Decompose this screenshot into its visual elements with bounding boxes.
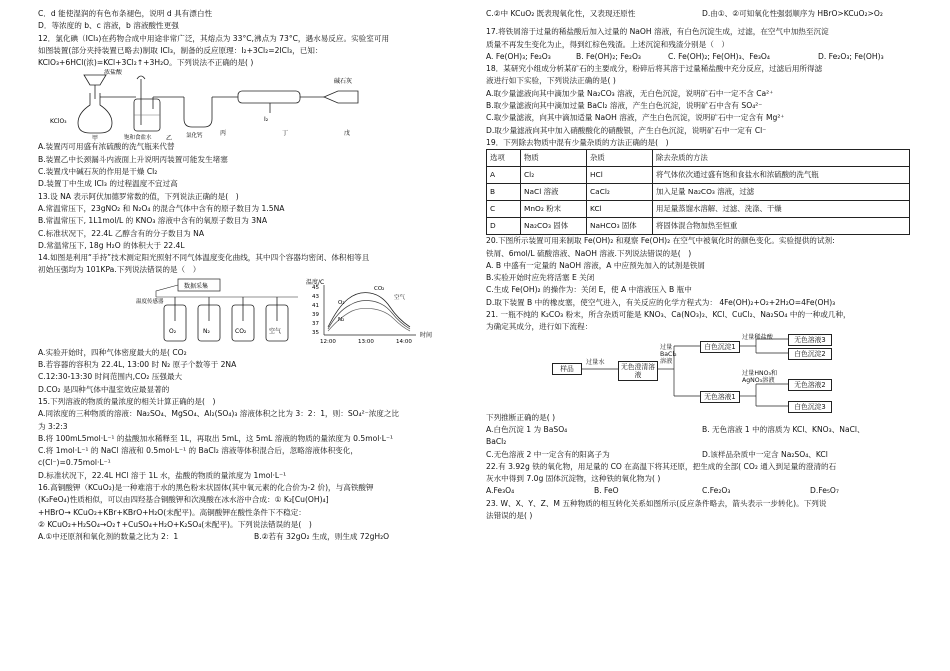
table-header-cell: 选项 [487, 150, 521, 167]
text-line: BaCl₂ [486, 437, 507, 447]
label-collector: 数据采集 [184, 282, 209, 290]
flow-label-hcl: 过量稀盐酸 [742, 333, 773, 341]
label-n2: N₂ [203, 327, 210, 335]
flow-sol1: 无色溶液1 [700, 391, 740, 403]
table-cell: 将固体混合物加热至恒重 [653, 218, 910, 235]
q14-option-a: A.实验开始时，四种气体密度最大的是( CO₂ [38, 347, 187, 357]
q14-experiment-figure [38, 277, 470, 347]
flow-clear-solution: 无色澄清溶液 [618, 361, 658, 381]
table-header-cell: 物质 [521, 150, 587, 167]
label-co2: CO₂ [235, 327, 247, 335]
label-jia: 甲 [92, 135, 99, 142]
chart-xlabel: 时间 [420, 331, 433, 339]
table-cell: HCl [587, 167, 653, 184]
label-conc-hcl: 浓盐酸 [104, 69, 123, 77]
text-line: 质量不再发生变化为止，得到红棕色残渣。上述沉淀和残渣分别是（ ） [486, 39, 729, 49]
q20-option-a: A. B 中盛有一定量的 NaOH 溶液，A 中应预先加入的试剂是铁屑 [486, 260, 706, 270]
q16-options-ab [38, 531, 470, 543]
q13-option-d: D.常温常压下, 18g H₂O 的体积大于 22.4L [38, 240, 185, 250]
legend-co2: CO₂ [374, 285, 385, 292]
chart-ylabel: 温度/C [306, 278, 325, 286]
table-row [487, 184, 910, 201]
table-header-row [487, 150, 910, 167]
y-tick-label: 43 [312, 293, 319, 300]
text-line: C．d 能使湿润的有色布条褪色，说明 d 具有漂白性 [38, 9, 213, 18]
question-21: 21. 一瓶不纯的 K₂CO₃ 粉末，所含杂质可能是 KNO₃、Ca(NO₃)₂、KCl、CuCl₂、Na₂SO₄ 中的一种或几种， [486, 310, 851, 320]
left-column [38, 8, 470, 544]
q14-option-c: C.12:30-13:30 时间范围内,CO₂ 压强最大 [38, 372, 183, 382]
y-tick-label: 41 [312, 302, 319, 309]
q17-option-a: A. Fe(OH)₃; Fe₂O₃ [486, 51, 551, 61]
question-16: 16.高铜酸钾（KCuO₂)是一种难溶于水的黑色粉末状固体(其中氧元素的化合价为-2 价)，与高铁酸钾 [38, 483, 374, 493]
label-sensor: 温度传感器 [136, 298, 164, 305]
text-line: c(Cl⁻)=0.75mol·L⁻¹ [38, 458, 111, 468]
q18-option-c: C.取少量滤液，向其中滴加适量 NaOH 溶液，产生白色沉淀，说明矿石中一定含有 Mg²⁺ [486, 113, 785, 123]
table-cell: KCl [587, 201, 653, 218]
table-cell: Cl₂ [521, 167, 587, 184]
y-tick-label: 35 [312, 329, 319, 336]
q21-option-c: C.无色溶液 2 中一定含有的阳离子为 [486, 449, 610, 459]
label-i2: I₂ [264, 116, 269, 124]
table-cell: B [487, 184, 521, 201]
text-line: (K₂FeO₄)性质相似，可以由四羟基合铜酸钾和次溴酸在冰水浴中合成：① K₂[Cu(OH)₄] [38, 495, 329, 505]
q12-option-b: B.装置乙中长颈漏斗内液面上升说明丙装置可能发生堵塞 [38, 154, 228, 164]
q22-option-a: A.Fe₃O₄ [486, 486, 515, 496]
q17-option-c: C. Fe(OH)₂; Fe(OH)₃、Fe₃O₄ [668, 51, 770, 61]
text-line: 液进行如下实验，下列说法正确的是( ) [486, 76, 616, 86]
flow-ppt2: 白色沉淀2 [788, 348, 832, 360]
label-yi: 乙 [166, 135, 173, 142]
q22-options [486, 485, 918, 497]
q16-options-cd [486, 8, 918, 20]
text-line: 为确定其成分，进行如下流程： [486, 322, 593, 332]
table-cell: NaHCO₃ 固体 [587, 218, 653, 235]
legend-air: 空气 [394, 294, 406, 301]
table-cell: D [487, 218, 521, 235]
text-line: KClO₃+6HCl(浓)=KCl+3Cl₂↑+3H₂O。下列说法不正确的是( ) [38, 58, 254, 68]
label-kclo3: KClO₃ [50, 118, 67, 126]
table-header-cell: 除去杂质的方法 [653, 150, 910, 167]
flow-label-bacl2: 过量BaCl₂溶液 [660, 343, 677, 365]
x-tick-label: 14:00 [396, 338, 412, 345]
x-tick-label: 12:00 [320, 338, 336, 345]
text-line: 为 3:2:3 [38, 421, 68, 431]
q21-flowchart [486, 334, 918, 412]
y-tick-label: 39 [312, 311, 319, 318]
q19-table [486, 149, 910, 235]
q14-option-b: B.若容器的容积为 22.4L, 13:00 时 N₂ 原子个数等于 2NA [38, 360, 237, 370]
table-cell: C [487, 201, 521, 218]
flow-ppt1: 白色沉淀1 [700, 341, 740, 353]
q13-option-b: B.常温常压下, 1L1mol/L 的 KNO₃ 溶液中含有的氧原子数目为 3NA [38, 216, 268, 226]
q21-option-b: B. 无色溶液 1 中的溶质为 KCl、KNO₃、NaCl、 [702, 424, 865, 434]
question-20: 20.下图所示装置可用来制取 Fe(OH)₂ 和观察 Fe(OH)₂ 在空气中被氧化时的颜色变化。实验提供的试剂: [486, 236, 835, 246]
q16-option-d: D.由①、②可知氧化性强弱顺序为 HBrO>KCuO₂>O₂ [702, 9, 883, 18]
y-tick-label: 45 [312, 284, 319, 291]
table-row [487, 201, 910, 218]
question-18: 18．某研究小组成分析某矿石的主要成分，粉碎后将其溶于过量稀盐酸中充分反应，过滤后用所得滤 [486, 64, 823, 74]
text-line: 如图装置(部分夹持装置已略去)制取 ICl₃，制备的反应原理：I₂+3Cl₂=2ICl₃，已知： [38, 45, 323, 55]
q15-option-b: B.将 100mL5mol·L⁻¹ 的盐酸加水稀释至 1L，再取出 5mL，这 5mL 溶液的物质的量浓度为 0.5mol·L⁻¹ [38, 433, 394, 443]
q12-option-d: D.装置丁中生成 ICl₃ 的过程温度不宜过高 [38, 179, 178, 189]
q22-option-c: C.Fe₂O₃ [702, 486, 731, 496]
q16-option-a: A.①中还原剂和氧化剂的数量之比为 2：1 [38, 532, 179, 542]
text-line: 初始压强均为 101KPa.下列说法错误的是（ ） [38, 265, 201, 275]
table-row [487, 218, 910, 235]
table-row [487, 167, 910, 184]
label-bing: 丙 [220, 130, 227, 138]
label-soda-lime: 碱石灰 [334, 78, 353, 86]
q18-option-d: D.取少量滤液向其中加入硝酸酸化的硝酸银，产生白色沉淀，说明矿石中一定有 Cl⁻ [486, 125, 767, 135]
table-cell: NaCl 溶液 [521, 184, 587, 201]
flow-sample: 样品 [552, 363, 582, 375]
label-o2: O₂ [169, 327, 177, 335]
q22-option-d: D.Fe₅O₇ [810, 486, 839, 496]
table-cell: CaCl₂ [587, 184, 653, 201]
question-19: 19．下列除去物质中混有少量杂质的方法正确的是( ) [486, 137, 669, 147]
table-cell: Na₂CO₃ 固体 [521, 218, 587, 235]
q12-apparatus-figure [38, 69, 470, 141]
table-cell: 将气体依次通过盛有饱和食盐水和浓硫酸的洗气瓶 [653, 167, 910, 184]
right-column [486, 8, 918, 522]
question-15: 15.下列溶液的物质的量浓度的相关计算正确的是( ) [38, 396, 216, 406]
flow-sol2: 无色溶液2 [788, 379, 832, 391]
flow-sol3: 无色溶液3 [788, 334, 832, 346]
table-cell: 用足量蒸馏水溶解、过滤、洗涤、干燥 [653, 201, 910, 218]
q21-options-cd [486, 449, 918, 461]
q21-prompt: 下列推断正确的是( ) [486, 412, 556, 422]
question-23: 23. W、X、Y、Z、M 五种物质的相互转化关系如图所示(反应条件略去，箭头表示一步转化)。下列说 [486, 498, 827, 508]
q15-option-a: A.同浓度的三种物质的溶液：Na₂SO₄、MgSO₄、Al₂(SO₄)₃ 溶液体积之比为 3：2：1，则：SO₄²⁻浓度之比 [38, 409, 400, 419]
label-wu: 戊 [344, 130, 351, 138]
q20-option-b: B.实验开始时应先将活塞 E 关闭 [486, 273, 595, 283]
flow-label-hno3-agno3: 过量HNO₃和AgNO₃溶液 [742, 369, 778, 384]
question-14: 14.如图是利用“手持”技术测定阳光照射不同气体温度变化曲线，其中四个容器均密闭、体积相等且 [38, 253, 370, 263]
legend-n2: N₂ [338, 316, 345, 323]
q12-option-a: A.装置丙可用盛有浓硫酸的洗气瓶来代替 [38, 142, 175, 152]
q22-option-b: B. FeO [594, 486, 619, 496]
text-line: ② KCuO₂+H₂SO₄→O₂↑+CuSO₄+H₂O+K₂SO₄(未配平)。下列说法错误的是( ) [38, 519, 312, 529]
question-17: 17.将铁屑溶于过量的稀盐酸后加入过量的 NaOH 溶液，有白色沉淀生成，过滤，在空气中加热至沉淀 [486, 27, 829, 37]
text-line: D．等浓度的 b、c 溶液，b 溶液酸性更强 [38, 21, 179, 31]
q15-option-c: C.将 1mol·L⁻¹ 的 NaCl 溶液和 0.5mol·L⁻¹ 的 BaCl₂ 溶液等体积混合后，忽略溶液体积变化， [38, 446, 358, 456]
text-line: 灰水中得到 7.0g 固体沉淀物，这种铁的氧化物为( ) [486, 474, 661, 484]
q14-option-d: D.CO₂ 是四种气体中温室效应最显著的 [38, 384, 170, 394]
question-22: 22.有 3.92g 铁的氧化物，用足量的 CO 在高温下将其还原，把生成的全部( CO₂ 通入到足量的澄清的石 [486, 461, 837, 471]
label-air: 空气 [269, 327, 282, 335]
legend-o2: O₂ [338, 299, 345, 306]
q13-option-c: C.标准状况下，22.4L 乙醇含有的分子数目为 NA [38, 228, 205, 238]
q18-option-b: B.取少量滤液向其中滴加过量 BaCl₂ 溶液，产生白色沉淀，说明矿石中含有 SO₄²⁻ [486, 101, 763, 111]
q20-option-c: C.生成 Fe(OH)₂ 的操作为：关闭 E，使 A 中溶液压入 B 瓶中 [486, 285, 692, 295]
flow-ppt3: 白色沉淀3 [788, 401, 832, 413]
x-tick-label: 13:00 [358, 338, 374, 345]
q21-option-d: D.该样品杂质中一定含 Na₂SO₄、KCl [702, 449, 828, 459]
flow-label-water: 过量水 [586, 358, 605, 366]
q21-option-a: A.白色沉淀 1 为 BaSO₄ [486, 424, 568, 434]
table-cell: 加入足量 Na₂CO₃ 溶液，过滤 [653, 184, 910, 201]
text-line: +HBrO→ KCuO₂+KBr+KBrO+H₂O(未配平)。高铜酸钾在酸性条件下不稳定： [38, 507, 306, 517]
q21-options-ab [486, 424, 918, 436]
text-line: 铁屑、6mol/L 硫酸溶液、NaOH 溶液.下列说法错误的是( ) [486, 248, 692, 258]
question-12: 12．氯化碘（ICl₃)在药物合成中用途非常广泛，其熔点为 33°C,沸点为 73°C，遇水易反应。实验室可用 [38, 33, 390, 43]
q17-option-b: B. Fe(OH)₂; Fe₂O₃ [576, 51, 641, 61]
label-sat-salt: 饱和食盐水 [124, 135, 152, 142]
q18-option-a: A.取少量滤液向其中滴加少量 Na₂CO₃ 溶液，无白色沉淀，说明矿石中一定不含 Ca²⁺ [486, 88, 774, 98]
table-cell: A [487, 167, 521, 184]
y-tick-label: 37 [312, 320, 319, 327]
q16-option-b: B.②若有 32gO₂ 生成，则生成 72gH₂O [254, 532, 390, 542]
q16-option-c: C.②中 KCuO₂ 既表现氧化性，又表现还原性 [486, 9, 636, 18]
label-cacl2: 氯化钙 [186, 133, 203, 140]
text-line: 法错误的是( ) [486, 511, 533, 521]
q12-option-c: C.装置戊中碱石灰的作用是干燥 Cl₂ [38, 167, 158, 177]
table-cell: MnO₂ 粉末 [521, 201, 587, 218]
q17-option-d: D. Fe₂O₃; Fe(OH)₃ [818, 51, 884, 61]
question-13: 13.设 NA 表示阿伏加德罗常数的值，下列说法正确的是( ) [38, 191, 239, 201]
label-ding: 丁 [282, 130, 289, 138]
q13-option-a: A.常温常压下，23gNO₂ 和 N₂O₄ 的混合气体中含有的原子数目为 1.5NA [38, 203, 285, 213]
q17-options [486, 51, 918, 63]
table-header-cell: 杂质 [587, 150, 653, 167]
q15-option-d: D.标准状况下，22.4L HCl 溶于 1L 水，盐酸的物质的量浓度为 1mol·L⁻¹ [38, 470, 287, 480]
q20-option-d: D.取下装置 B 中的橡皮塞，使空气进入，有关反应的化学方程式为： 4Fe(OH)₂+O₂+2H₂O=4Fe(OH)₃ [486, 297, 836, 307]
